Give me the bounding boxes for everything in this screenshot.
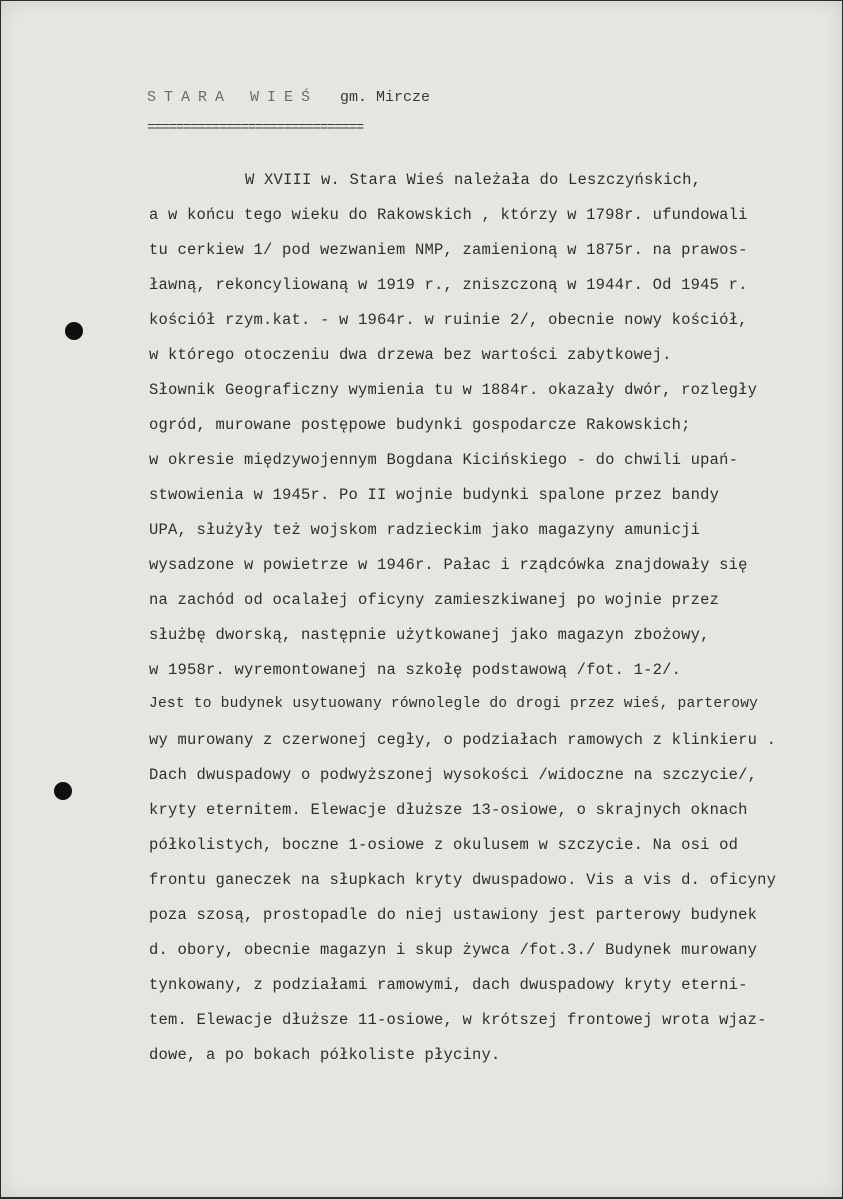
document-page — [1, 1, 842, 1197]
text-line: tem. Elewacje dłuższe 11-osiowe, w krótszej frontowej wrota wjaz- — [149, 1011, 767, 1029]
text-line: stwowienia w 1945r. Po II wojnie budynki spalone przez bandy — [149, 486, 720, 504]
text-line: wysadzone w powietrze w 1946r. Pałac i rządcówka znajdowały się — [149, 556, 748, 574]
text-line: dowe, a po bokach półkoliste płyciny. — [149, 1046, 501, 1064]
text-line: służbę dworską, następnie użytkowanej jako magazyn zbożowy, — [149, 626, 710, 644]
punch-hole — [54, 782, 72, 800]
text-line: ławną, rekoncyliowaną w 1919 r., zniszczoną w 1944r. Od 1945 r. — [149, 276, 748, 294]
text-line: Jest to budynek usytuowany równolegle do drogi przez wieś, parterowy — [149, 696, 759, 712]
text-line: d. obory, obecnie magazyn i skup żywca /fot.3./ Budynek murowany — [149, 941, 758, 959]
text-line: ogród, murowane postępowe budynki gospodarcze Rakowskich; — [149, 416, 691, 434]
text-line: w którego otoczeniu dwa drzewa bez wartości zabytkowej. — [149, 346, 672, 364]
text-line: UPA, służyły też wojskom radzieckim jako magazyny amunicji — [149, 521, 701, 539]
text-line: Dach dwuspadowy o podwyższonej wysokości /widoczne na szczycie/, — [149, 766, 758, 784]
text-line: tu cerkiew 1/ pod wezwaniem NMP, zamienioną w 1875r. na prawos- — [149, 241, 748, 259]
text-line: Słownik Geograficzny wymienia tu w 1884r. okazały dwór, rozległy — [149, 381, 758, 399]
text-line: półkolistych, boczne 1-osiowe z okulusem w szczycie. Na osi od — [149, 836, 739, 854]
title-part-3: gm. Mircze — [340, 89, 431, 106]
punch-hole — [65, 322, 83, 340]
title-part-2: WIEŚ — [250, 89, 319, 106]
text-line: kryty eternitem. Elewacje dłuższe 13-osiowe, o skrajnych oknach — [149, 801, 748, 819]
document-title — [147, 89, 430, 106]
text-line: frontu ganeczek na słupkach kryty dwuspadowo. Vis a vis d. oficyny — [149, 871, 777, 889]
text-line: w 1958r. wyremontowanej na szkołę podstawową /fot. 1-2/. — [149, 661, 682, 679]
text-line: tynkowany, z podziałami ramowymi, dach dwuspadowy kryty eterni- — [149, 976, 748, 994]
text-line: poza szosą, prostopadle do niej ustawiony jest parterowy budynek — [149, 906, 758, 924]
text-line: a w końcu tego wieku do Rakowskich , którzy w 1798r. ufundowali — [149, 206, 748, 224]
text-line: w okresie międzywojennym Bogdana Kicińskiego - do chwili upań- — [149, 451, 739, 469]
text-line: na zachód od ocalałej oficyny zamieszkiwanej po wojnie przez — [149, 591, 720, 609]
text-line: W XVIII w. Stara Wieś należała do Leszczyńskich, — [245, 171, 702, 189]
title-underline: ============================== — [147, 120, 364, 136]
text-line: wy murowany z czerwonej cegły, o podziałach ramowych z klinkieru . — [149, 731, 777, 749]
text-line: kościół rzym.kat. - w 1964r. w ruinie 2/, obecnie nowy kościół, — [149, 311, 748, 329]
title-part-1: STARA — [147, 89, 233, 106]
